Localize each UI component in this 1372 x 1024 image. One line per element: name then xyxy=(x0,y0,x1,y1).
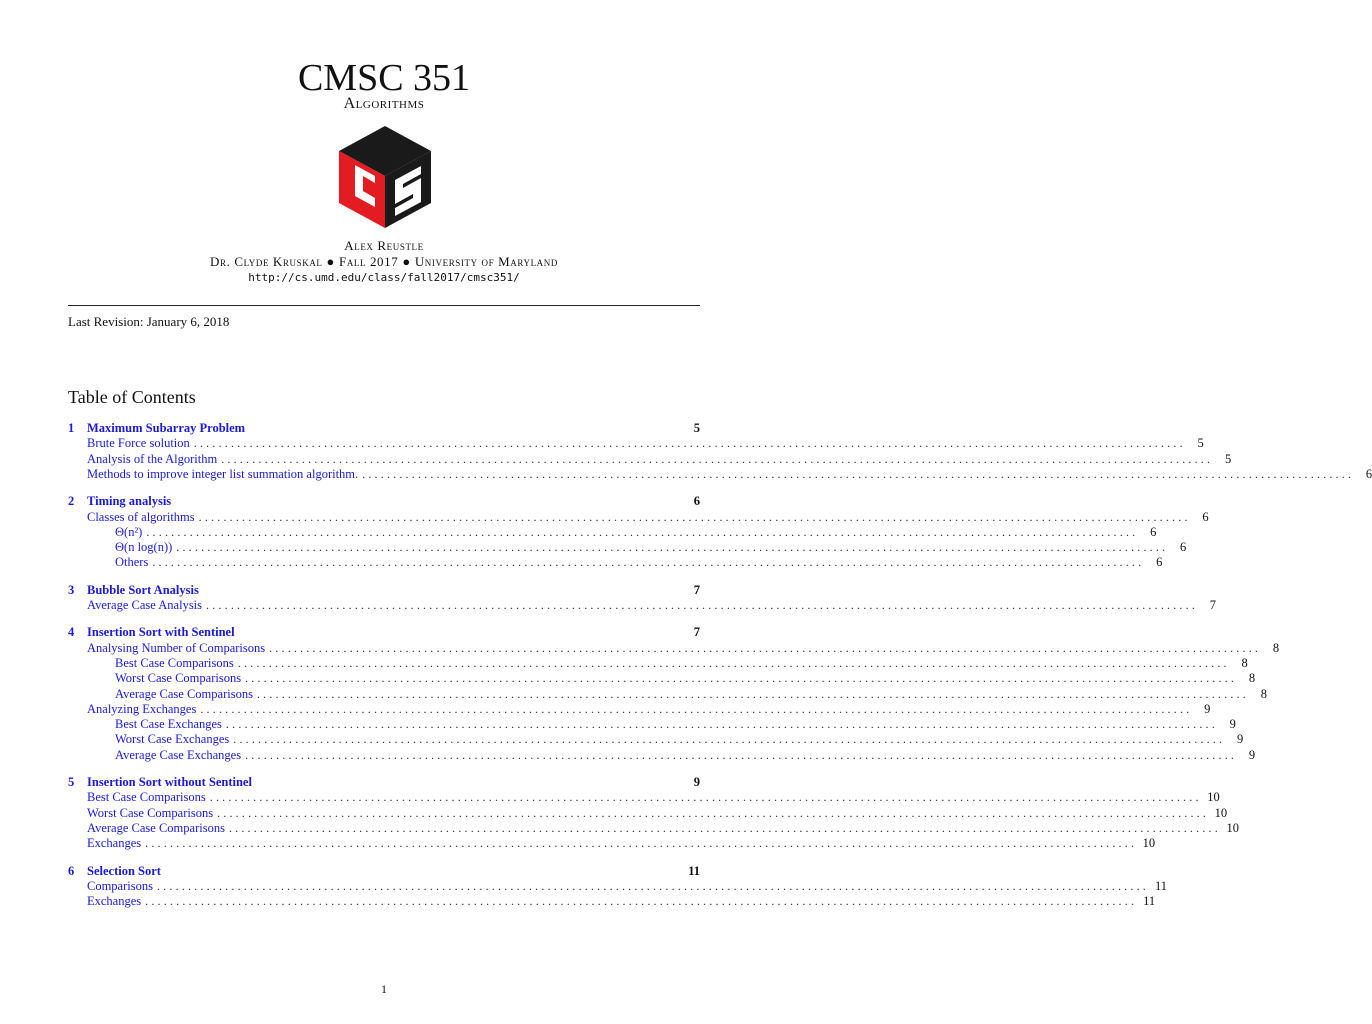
toc-page-number: 7 xyxy=(693,625,700,640)
toc-subsection-entry[interactable] xyxy=(68,451,1232,467)
toc-dot-leader: ................................................................................................................................................................ xyxy=(209,790,1202,805)
toc-entry-label[interactable]: Exchanges xyxy=(87,836,142,851)
toc-subsection-entry[interactable] xyxy=(68,789,1220,805)
course-url[interactable]: http://cs.umd.edu/class/fall2017/cmsc351/ xyxy=(248,271,520,284)
toc-subsection-entry[interactable] xyxy=(68,435,1204,451)
toc-page-number: 11 xyxy=(688,863,700,878)
toc-section-entry[interactable] xyxy=(68,420,700,436)
toc-page-number: 8 xyxy=(1260,686,1267,701)
toc-page-number: 6 xyxy=(1150,524,1157,539)
revision-date: Last Revision: January 6, 2018 xyxy=(68,314,230,329)
toc-page-number: 8 xyxy=(1241,655,1248,670)
toc-entry-label[interactable]: Maximum Subarray Problem xyxy=(87,421,246,435)
toc-dot-leader: ................................................................................................................................................................ xyxy=(225,717,1218,732)
toc-page-number: 6 xyxy=(1365,466,1372,481)
toc-section-entry[interactable] xyxy=(68,624,700,640)
toc-subsection-entry[interactable] xyxy=(68,554,1163,570)
toc-entry-label[interactable]: Average Case Comparisons xyxy=(87,820,225,835)
toc-dot-leader: ................................................................................................................................................................ xyxy=(233,732,1226,747)
toc-section-entry[interactable] xyxy=(68,493,700,509)
toc-entry-label[interactable]: Θ(n log(n)) xyxy=(115,540,173,555)
toc-dot-leader: ................................................................................................................................................................ xyxy=(152,555,1145,570)
toc-dot-leader: ................................................................................................................................................................ xyxy=(176,540,1169,555)
toc-subsection-entry[interactable] xyxy=(68,655,1248,671)
toc-page-number: 6 xyxy=(1156,555,1163,570)
toc-page-number: 7 xyxy=(693,582,700,597)
toc-subsection-entry[interactable] xyxy=(68,716,1236,732)
toc-subsection-entry[interactable] xyxy=(68,466,1372,482)
toc-subsection-entry[interactable] xyxy=(68,597,1217,613)
author-name: Alex Reustle xyxy=(344,238,424,253)
toc-page-number: 10 xyxy=(1142,836,1156,851)
instructor: Dr. Clyde Kruskal xyxy=(210,254,323,269)
toc-subsection-entry[interactable] xyxy=(68,524,1157,540)
toc-page-number: 6 xyxy=(693,494,700,509)
toc-section-number: 2 xyxy=(68,494,75,509)
toc-page-number: 9 xyxy=(1237,732,1244,747)
toc-page-number: 9 xyxy=(1248,747,1256,762)
toc-dot-leader: ................................................................................................................................................................ xyxy=(198,509,1191,524)
toc-section-entry[interactable] xyxy=(68,582,700,598)
toc-section-number: 1 xyxy=(68,421,75,435)
toc-entry-label[interactable]: Θ(n²) xyxy=(115,524,143,539)
toc-dot-leader: ................................................................................................................................................................ xyxy=(206,598,1199,612)
toc-page-number: 8 xyxy=(1272,640,1280,655)
toc-subsection-entry[interactable] xyxy=(68,835,1156,851)
toc-page-number: 5 xyxy=(693,421,700,435)
toc-dot-leader: ................................................................................................................................................................ xyxy=(217,805,1210,820)
page-number: 1 xyxy=(381,982,387,996)
bullet-separator: ● xyxy=(402,254,411,269)
toc-section-entry[interactable] xyxy=(68,863,700,879)
toc-heading: Table of Contents xyxy=(68,387,196,407)
toc-entry-label[interactable]: Insertion Sort with Sentinel xyxy=(87,625,235,640)
toc-page-number: 9 xyxy=(1229,717,1236,732)
toc-dot-leader: ................................................................................................................................................................ xyxy=(156,878,1149,893)
toc-page-number: 11 xyxy=(1143,894,1156,909)
toc-section-number: 6 xyxy=(68,863,75,878)
toc-dot-leader: ................................................................................................................................................................ xyxy=(145,894,1138,909)
toc-dot-leader: ................................................................................................................................................................ xyxy=(193,436,1186,451)
toc-dot-leader: ................................................................................................................................................................ xyxy=(228,820,1221,835)
toc-dot-leader: ................................................................................................................................................................ xyxy=(245,671,1238,686)
toc-entry-label[interactable]: Exchanges xyxy=(87,894,142,909)
toc-entry-label[interactable]: Average Case Exchanges xyxy=(115,747,242,762)
toc-entry-label[interactable]: Best Case Comparisons xyxy=(87,790,206,805)
toc-subsection-entry[interactable] xyxy=(68,747,1256,763)
toc-entry-label[interactable]: Average Case Analysis xyxy=(87,598,203,612)
toc-subsection-entry[interactable] xyxy=(68,509,1209,525)
toc-subsection-entry[interactable] xyxy=(68,805,1228,821)
toc-page-number: 9 xyxy=(1204,701,1211,716)
toc-page-number: 11 xyxy=(1154,878,1167,893)
toc-page-number: 7 xyxy=(1209,598,1217,612)
toc-subsection-entry[interactable] xyxy=(68,686,1267,702)
toc-subsection-entry[interactable] xyxy=(68,731,1244,747)
toc-subsection-entry[interactable] xyxy=(68,878,1167,894)
toc-entry-label[interactable]: Analyzing Exchanges xyxy=(87,701,197,716)
toc-entry-label[interactable]: Timing analysis xyxy=(87,494,172,509)
bullet-separator: ● xyxy=(326,254,335,269)
toc-page-number: 8 xyxy=(1248,671,1256,686)
horizontal-rule xyxy=(68,305,700,306)
toc-section-entry[interactable] xyxy=(68,774,700,790)
toc-section-number: 4 xyxy=(68,625,75,640)
toc-dot-leader: ................................................................................................................................................................ xyxy=(200,701,1193,716)
toc-section-number: 5 xyxy=(68,775,75,789)
toc-page-number: 6 xyxy=(1202,509,1209,524)
toc-page-number: 5 xyxy=(1224,451,1232,466)
toc-entry-label[interactable]: Bubble Sort Analysis xyxy=(87,582,199,597)
toc-subsection-entry[interactable] xyxy=(68,670,1256,686)
semester: Fall 2017 xyxy=(338,254,399,269)
toc-dot-leader: ................................................................................................................................................................ xyxy=(362,466,1355,481)
toc-subsection-entry[interactable] xyxy=(68,893,1156,909)
toc-entry-label[interactable]: Selection Sort xyxy=(87,863,161,878)
toc-dot-leader: ................................................................................................................................................................ xyxy=(237,655,1230,670)
toc-subsection-entry[interactable] xyxy=(68,539,1187,555)
toc-dot-leader: ................................................................................................................................................................ xyxy=(256,686,1249,701)
toc-subsection-entry[interactable] xyxy=(68,820,1239,836)
affiliation-line xyxy=(0,254,768,270)
toc-entry-label[interactable]: Brute Force solution xyxy=(87,436,190,451)
document-title: CMSC 351 xyxy=(297,57,471,99)
toc-dot-leader: ................................................................................................................................................................ xyxy=(245,747,1238,762)
cs-cube-logo xyxy=(337,124,433,230)
toc-dot-leader: ................................................................................................................................................................ xyxy=(221,451,1214,466)
toc-entry-label[interactable]: Best Case Exchanges xyxy=(115,717,222,732)
toc-page-number: 5 xyxy=(1197,436,1204,451)
toc-page-number: 9 xyxy=(693,775,700,789)
toc-page-number: 10 xyxy=(1226,820,1239,835)
toc-page-number: 6 xyxy=(1180,540,1187,555)
toc-entry-label[interactable]: Average Case Comparisons xyxy=(115,686,253,701)
toc-section-number: 3 xyxy=(68,582,75,597)
toc-entry-label[interactable]: Worst Case Comparisons xyxy=(87,805,214,820)
toc-entry-label[interactable]: Others xyxy=(115,555,149,570)
toc-entry-label[interactable]: Analysing Number of Comparisons xyxy=(87,640,266,655)
toc-dot-leader: ................................................................................................................................................................ xyxy=(145,836,1138,851)
toc-entry-label[interactable]: Methods to improve integer list summation algorithm. xyxy=(87,466,359,481)
toc-entry-label[interactable]: Comparisons xyxy=(87,878,153,893)
toc-dot-leader: ................................................................................................................................................................ xyxy=(146,524,1139,539)
toc-entry-label[interactable]: Classes of algorithms xyxy=(87,509,195,524)
toc-dot-leader: ................................................................................................................................................................ xyxy=(269,640,1262,655)
toc-entry-label[interactable]: Worst Case Exchanges xyxy=(115,732,230,747)
toc-entry-label[interactable]: Analysis of the Algorithm xyxy=(87,451,218,466)
toc-entry-label[interactable]: Best Case Comparisons xyxy=(115,655,234,670)
toc-subsection-entry[interactable] xyxy=(68,640,1280,656)
document-subtitle: Algorithms xyxy=(343,95,425,112)
toc-page-number: 10 xyxy=(1207,790,1220,805)
toc-subsection-entry[interactable] xyxy=(68,701,1211,717)
toc-page-number: 10 xyxy=(1214,805,1228,820)
university: University of Maryland xyxy=(414,254,558,269)
toc-entry-label[interactable]: Insertion Sort without Sentinel xyxy=(87,775,252,789)
toc-entry-label[interactable]: Worst Case Comparisons xyxy=(115,671,242,686)
